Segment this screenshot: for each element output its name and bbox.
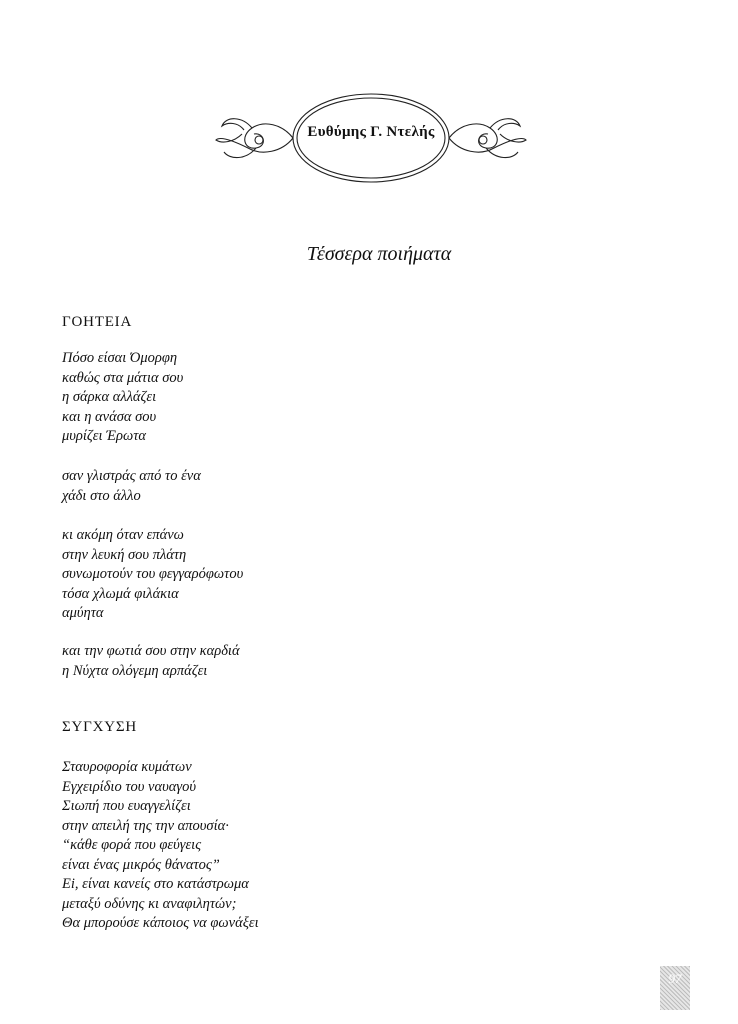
verse-line: Πόσο είσαι Όμορφη — [62, 350, 178, 366]
poem-title: ΣΥΓΧΥΣΗ — [62, 719, 138, 735]
verse-line: “κάθε φορά που φεύγεις — [62, 837, 202, 853]
verse-line: η σάρκα αλλάζει — [62, 389, 157, 405]
verse-line: και η ανάσα σου — [62, 408, 157, 425]
verse-line: Ei, είναι κανείς στο κατάστρωμα — [62, 876, 249, 892]
collection-title: Τέσσερα ποιήματα — [306, 243, 452, 265]
stanza — [62, 526, 243, 624]
verse-line: σαν γλιστράς από το ένα — [62, 468, 201, 484]
verse-line: η Νύχτα ολόγεμη αρπάζει — [62, 662, 208, 679]
verse-line: τόσα χλωμά φιλάκια — [62, 585, 179, 602]
author-name: Ευθύμης Γ. Ντελής — [307, 124, 435, 140]
verse-line: μεταξύ οδύνης κι αναφιλητών; — [62, 895, 237, 912]
stanza — [62, 349, 183, 447]
verse-line: και την φωτιά σου στην καρδιά — [62, 643, 240, 659]
verse-line: συνωμοτούν του φεγγαρόφωτου — [62, 566, 244, 582]
verse-line: Σταυροφορία κυμάτων — [62, 759, 192, 775]
verse-line: Θα μπορούσε κάποιος να φωνάξει — [62, 915, 259, 931]
verse-line: μυρίζει Έρωτα — [62, 428, 147, 444]
verse-line: αμύητα — [62, 605, 104, 621]
verse-line: στην λευκή σου πλάτη — [62, 546, 187, 563]
author-cartouche — [212, 90, 530, 186]
verse-line: είναι ένας μικρός θάνατος” — [62, 856, 220, 873]
verse-line: Σιωπή που ευαγγελίζει — [62, 798, 191, 814]
verse-line: στην απειλή της την απουσία· — [62, 817, 229, 834]
stanza — [62, 758, 259, 934]
poem-title: ΓΟΗΤΕΙΑ — [62, 314, 133, 330]
verse-line: Εγχειρίδιο του ναυαγού — [62, 778, 196, 795]
verse-line: καθώς στα μάτια σου — [62, 369, 184, 386]
stanza — [62, 467, 201, 506]
verse-line: χάδι στο άλλο — [62, 487, 141, 504]
stanza — [62, 642, 240, 681]
verse-line: κι ακόμη όταν επάνω — [62, 527, 184, 543]
page-number: 97 — [660, 966, 690, 1010]
